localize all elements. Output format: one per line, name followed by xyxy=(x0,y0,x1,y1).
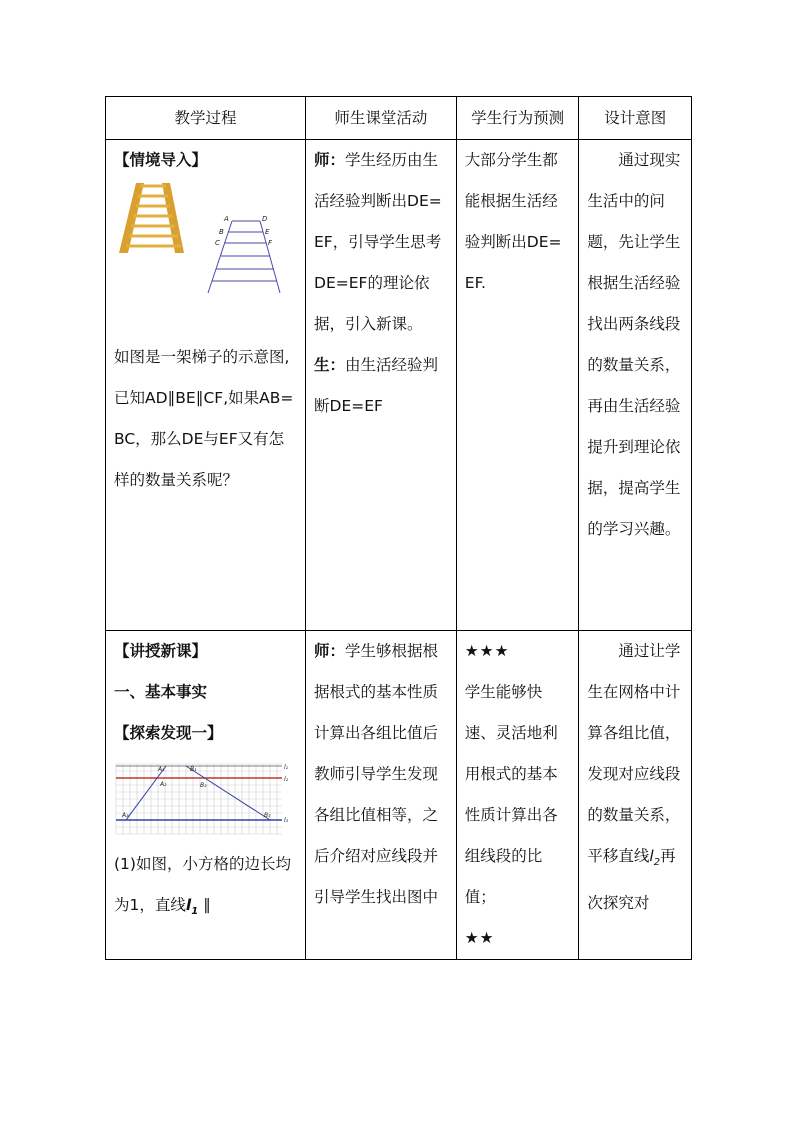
lesson-intent-start: 通过让学生在网格中计算各组比值，发现对应线段的数量关系，平移直线 xyxy=(587,642,681,865)
cell-situation-prediction xyxy=(456,140,579,631)
cell-situation-intent xyxy=(579,140,692,631)
header-row xyxy=(106,97,692,140)
ladder-photo xyxy=(119,183,184,253)
label-b1: B₁ xyxy=(190,766,197,773)
situation-prediction-text: 大部分学生都能根据生活经验判断出DE=EF. xyxy=(464,151,562,292)
label-e: E xyxy=(265,228,270,236)
label-d: D xyxy=(262,215,268,223)
label-l1: l₁ xyxy=(284,764,289,771)
intent-line-subscript: 2 xyxy=(653,857,661,869)
intent-line-symbol xyxy=(649,847,661,869)
problem-text-start: (1)如图，小方格的边长均为1，直线 xyxy=(114,855,291,914)
lesson-intent-text xyxy=(587,631,683,924)
header-teaching-process-label: 教学过程 xyxy=(174,109,237,127)
grid-parallel-lines-diagram xyxy=(114,760,292,842)
subsection-basic-fact: 一、基本事实 xyxy=(114,683,208,701)
problem-line-symbol xyxy=(185,896,199,918)
label-c: C xyxy=(215,239,220,247)
transversal-left xyxy=(126,766,166,820)
situation-question: 如图是一架梯子的示意图,已知AD∥BE∥CF,如果AB=BC，那么DE与EF又有怎样的数量关系呢？ xyxy=(114,348,294,489)
cell-lesson-intent xyxy=(579,631,692,960)
cell-lesson-process xyxy=(106,631,306,960)
section-title-situation: 【情境导入】 xyxy=(114,151,208,169)
label-a2: A₂ xyxy=(160,781,167,788)
label-l2: l₂ xyxy=(284,776,289,783)
header-behavior-prediction-label: 学生行为预测 xyxy=(471,109,565,127)
cell-lesson-prediction xyxy=(456,631,579,960)
intent-line-letter: l xyxy=(649,847,654,865)
student-label: 生： xyxy=(314,356,346,374)
problem-line-subscript: 1 xyxy=(191,906,199,918)
header-class-activity-label: 师生课堂活动 xyxy=(334,109,428,127)
rating-stars-low: ★★ xyxy=(464,929,495,947)
label-a: A xyxy=(224,215,229,223)
teacher-activity-text: 学生经历由生活经验判断出DE=EF，引导学生思考DE=EF的理论依据，引入新课。 xyxy=(314,151,442,333)
teacher-label-2: 师： xyxy=(314,642,346,660)
rating-stars-high: ★★★ xyxy=(464,642,510,660)
row-situation-intro xyxy=(106,140,692,631)
header-design-intent-label: 设计意图 xyxy=(604,109,667,127)
problem-text-tail: ∥ xyxy=(198,896,211,914)
teacher-label: 师： xyxy=(314,151,346,169)
lesson-plan-table xyxy=(105,96,692,960)
label-f: F xyxy=(268,239,273,247)
header-behavior-prediction xyxy=(456,97,579,140)
label-a1: A₁ xyxy=(158,766,165,773)
label-b2: B₂ xyxy=(200,782,207,789)
row-new-lesson xyxy=(106,631,692,960)
label-l3: l₃ xyxy=(284,817,289,824)
grid-figure xyxy=(114,760,297,842)
label-a3: A₃ xyxy=(122,812,129,819)
label-b3: B₃ xyxy=(264,812,271,819)
problem-line-letter: l xyxy=(185,896,192,914)
ladder-illustration xyxy=(114,183,294,295)
cell-situation-activity xyxy=(306,140,457,631)
problem-text xyxy=(114,855,291,918)
cell-lesson-activity xyxy=(306,631,457,960)
ladder-diagram xyxy=(208,215,280,293)
explore-discovery-title: 【探索发现一】 xyxy=(114,724,223,742)
label-b: B xyxy=(219,228,224,236)
lesson-intent-end: 再次探究对 xyxy=(587,847,676,913)
student-activity-text: 由生活经验判断DE=EF xyxy=(314,356,439,415)
lesson-prediction-text: 学生能够快速、灵活地利用根式的基本性质计算出各组线段的比值； xyxy=(464,683,558,906)
cell-situation-process xyxy=(106,140,306,631)
header-teaching-process xyxy=(106,97,306,140)
ladder-figure xyxy=(114,183,297,295)
header-class-activity xyxy=(306,97,457,140)
teacher-activity-text-2: 学生够根据根据根式的基本性质计算出各组比值后教师引导学生发现各组比值相等，之后介绍对应线段并引导学生找出图中 xyxy=(314,642,439,906)
situation-intent-text: 通过现实生活中的问题，先让学生根据生活经验找出两条线段的数量关系，再由生活经验提升到理论依据，提高学生的学习兴趣。 xyxy=(587,151,681,538)
section-title-new-lesson: 【讲授新课】 xyxy=(114,642,208,660)
header-design-intent xyxy=(579,97,692,140)
